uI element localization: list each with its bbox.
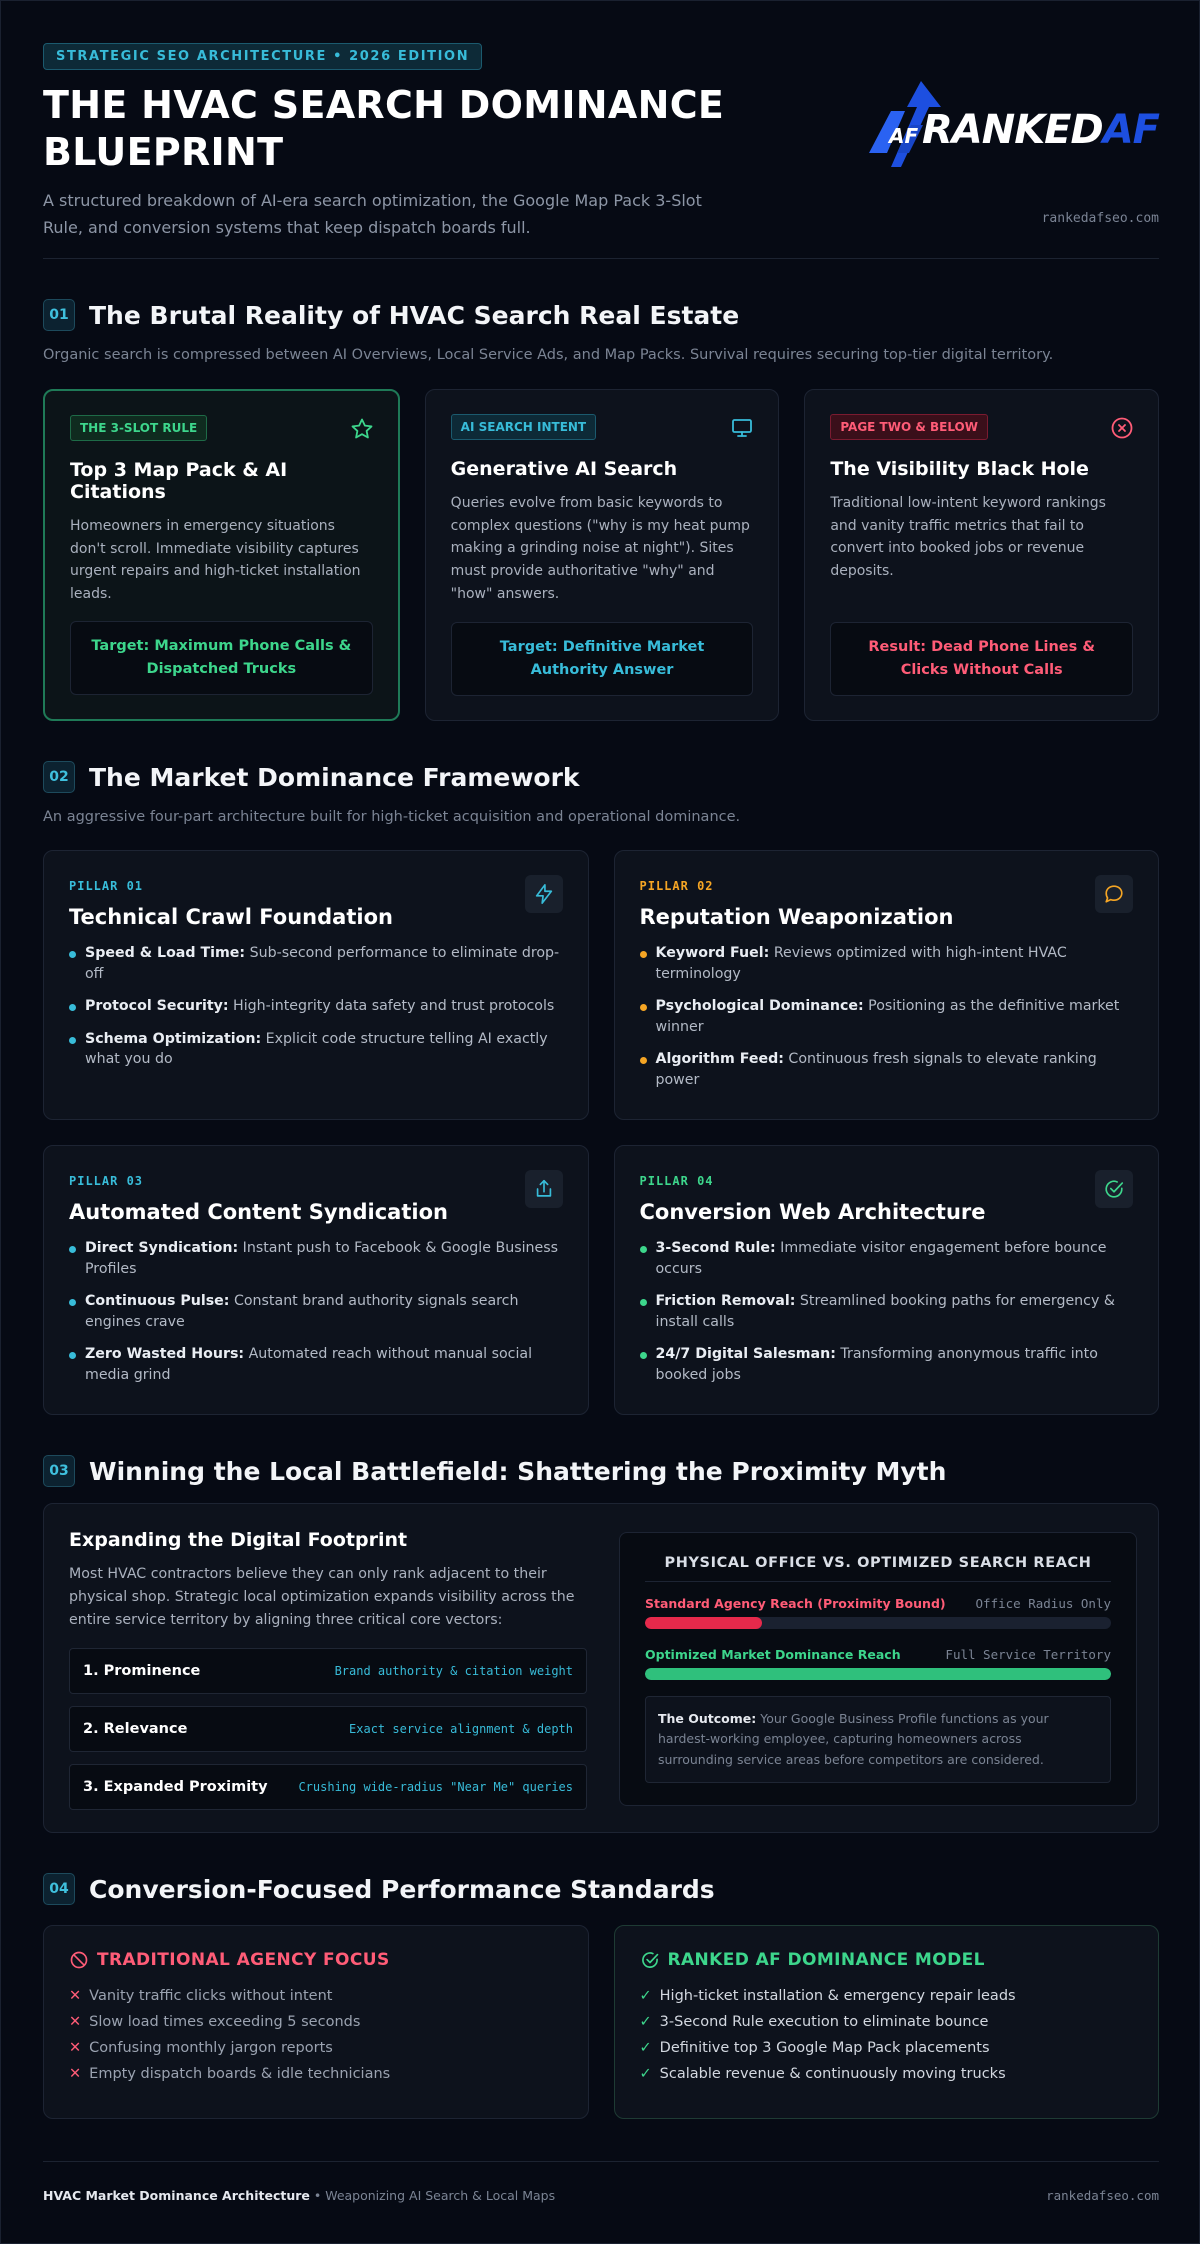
- section-framework: [43, 761, 1159, 1415]
- list-item: ✕ Empty dispatch boards & idle technicians: [69, 2066, 391, 2082]
- section-number: 04: [43, 1873, 75, 1905]
- pillar-title: Technical Crawl Foundation: [69, 905, 393, 929]
- footprint-title: Expanding the Digital Footprint: [69, 1529, 408, 1551]
- card-3-slot-rule: [43, 389, 400, 721]
- battlefield-panel: [43, 1503, 1159, 1833]
- pillar-title: Reputation Weaponization: [639, 905, 954, 929]
- monitor-icon: [730, 416, 754, 440]
- pillar-label: PILLAR 03: [69, 1174, 144, 1188]
- header: [43, 43, 1159, 259]
- traditional-agency-card: [43, 1925, 589, 2119]
- section-subtitle: An aggressive four-part architecture built for high-ticket acquisition and operational dominance.: [43, 809, 741, 825]
- section-number: 02: [43, 761, 75, 793]
- section-title: Conversion-Focused Performance Standards: [89, 1874, 715, 1904]
- vector-row: 3. Expanded Proximity Crushing wide-radius "Near Me" queries: [69, 1764, 587, 1810]
- page-subtitle: A structured breakdown of AI-era search optimization, the Google Map Pack 3-Slot Rule, and conversion systems that keep dispatch boards full.: [43, 191, 702, 237]
- ban-icon: [69, 1950, 89, 1970]
- bar-note: Full Service Territory: [945, 1647, 1111, 1662]
- pillar-label: PILLAR 02: [639, 879, 714, 893]
- pillar-label: PILLAR 01: [69, 879, 144, 893]
- reach-title: PHYSICAL OFFICE VS. OPTIMIZED SEARCH REACH: [645, 1555, 1111, 1582]
- card-tag: PAGE TWO & BELOW: [830, 414, 988, 440]
- list-item: ✓ Definitive top 3 Google Map Pack placements: [639, 2040, 990, 2056]
- list-item: ✓ 3-Second Rule execution to eliminate bounce: [639, 2014, 989, 2030]
- chat-bubble-icon: [1095, 875, 1133, 913]
- bar-note: Office Radius Only: [975, 1596, 1111, 1611]
- section-search-reality: [43, 299, 1159, 721]
- bar-label: Standard Agency Reach (Proximity Bound): [645, 1596, 946, 1611]
- card-target: Target: Maximum Phone Calls & Dispatched Trucks: [70, 621, 373, 695]
- pillar-card: [43, 850, 589, 1120]
- card-title: RANKED AF DOMINANCE MODEL: [667, 1950, 985, 1970]
- vector-row: 1. Prominence Brand authority & citation weight: [69, 1648, 587, 1694]
- logo-wordmark: [922, 107, 1159, 153]
- card-title: Top 3 Map Pack & AI Citations: [70, 459, 288, 503]
- list-item: ✕ Vanity traffic clicks without intent: [69, 1988, 333, 2004]
- reach-bar-standard: [645, 1617, 1111, 1629]
- pillar-title: Automated Content Syndication: [69, 1200, 448, 1224]
- check-circle-icon: [1095, 1170, 1133, 1208]
- list-item: 24/7 Digital Salesman: Transforming anonymous traffic into booked jobs: [640, 1344, 1134, 1385]
- logo-mark-text: AF: [889, 124, 919, 148]
- star-icon: [350, 417, 374, 441]
- section-number: 01: [43, 299, 75, 331]
- section-local-battlefield: [43, 1455, 1159, 1833]
- footprint-block: [69, 1529, 587, 1810]
- reach-fill: [645, 1668, 1111, 1680]
- section-number: 03: [43, 1455, 75, 1487]
- list-item: Protocol Security: High-integrity data safety and trust protocols: [69, 996, 563, 1017]
- x-circle-icon: [1110, 416, 1134, 440]
- list-item: ✕ Slow load times exceeding 5 seconds: [69, 2014, 361, 2030]
- list-item: Zero Wasted Hours: Automated reach without manual social media grind: [69, 1344, 563, 1385]
- list-item: Friction Removal: Streamlined booking paths for emergency & install calls: [640, 1291, 1134, 1332]
- list-item: Keyword Fuel: Reviews optimized with high-intent HVAC terminology: [640, 943, 1134, 984]
- pillar-label: PILLAR 04: [639, 1174, 714, 1188]
- ranked-af-logo: [859, 83, 1159, 226]
- header-url[interactable]: rankedafseo.com: [1041, 211, 1159, 226]
- pillar-card: [614, 850, 1160, 1120]
- reach-fill: [645, 1617, 762, 1629]
- list-item: 3-Second Rule: Immediate visitor engagement before bounce occurs: [640, 1238, 1134, 1279]
- card-body: Traditional low-intent keyword rankings and vanity traffic metrics that fail to convert into booked jobs or revenue deposits.: [830, 495, 1106, 580]
- bolt-icon: [525, 875, 563, 913]
- card-title: TRADITIONAL AGENCY FOCUS: [97, 1950, 390, 1970]
- edition-badge: STRATEGIC SEO ARCHITECTURE • 2026 EDITION: [43, 43, 482, 70]
- page-title: THE HVAC SEARCH DOMINANCE BLUEPRINT: [43, 83, 725, 175]
- card-body: Queries evolve from basic keywords to complex questions ("why is my heat pump making a grinding noise at night"). Sites must provide authoritative "why" and "how" answers.: [450, 495, 750, 602]
- ranked-af-card: [614, 1925, 1160, 2119]
- outcome-box: The Outcome: Your Google Business Profile functions as your hardest-working employee, capturing homeowners across surrounding service areas before competitors are considered.: [645, 1696, 1111, 1783]
- card-ai-search: [425, 389, 780, 721]
- list-item: Speed & Load Time: Sub-second performance to eliminate drop-off: [69, 943, 563, 984]
- pillar-card: [614, 1145, 1160, 1415]
- list-item: ✕ Confusing monthly jargon reports: [69, 2040, 333, 2056]
- card-title: The Visibility Black Hole: [830, 458, 1089, 480]
- section-title: The Brutal Reality of HVAC Search Real Estate: [89, 300, 740, 330]
- card-tag: THE 3-SLOT RULE: [70, 415, 207, 441]
- vector-row: 2. Relevance Exact service alignment & depth: [69, 1706, 587, 1752]
- card-black-hole: [804, 389, 1159, 721]
- footer: [43, 2161, 1159, 2203]
- list-item: Algorithm Feed: Continuous fresh signals to elevate ranking power: [640, 1049, 1134, 1090]
- list-item: Psychological Dominance: Positioning as the definitive market winner: [640, 996, 1134, 1037]
- card-target: Target: Definitive Market Authority Answer: [451, 622, 754, 696]
- footer-url[interactable]: rankedafseo.com: [1046, 2188, 1159, 2203]
- list-item: ✓ Scalable revenue & continuously moving trucks: [639, 2066, 1006, 2082]
- check-circle-icon: [640, 1950, 660, 1970]
- reach-comparison: [619, 1532, 1137, 1806]
- share-icon: [525, 1170, 563, 1208]
- list-item: Schema Optimization: Explicit code structure telling AI exactly what you do: [69, 1029, 563, 1070]
- logo-word-ranked: RANKED: [921, 107, 1103, 153]
- section-subtitle: Organic search is compressed between AI Overviews, Local Service Ads, and Map Packs. Survival requires securing top-tier digital territory.: [43, 347, 1054, 363]
- section-performance-standards: [43, 1873, 1159, 2119]
- section-title: Winning the Local Battlefield: Shattering the Proximity Myth: [89, 1456, 947, 1486]
- card-tag: AI SEARCH INTENT: [451, 414, 596, 440]
- logo-word-af: AF: [1102, 107, 1159, 153]
- footer-caption: HVAC Market Dominance Architecture • Weaponizing AI Search & Local Maps: [43, 2188, 556, 2203]
- list-item: Direct Syndication: Instant push to Facebook & Google Business Profiles: [69, 1238, 563, 1279]
- bar-label: Optimized Market Dominance Reach: [645, 1647, 901, 1662]
- card-body: Homeowners in emergency situations don't scroll. Immediate visibility captures urgent repairs and high-ticket installation leads.: [70, 518, 361, 603]
- card-result: Result: Dead Phone Lines & Clicks Without Calls: [830, 622, 1133, 696]
- list-item: Continuous Pulse: Constant brand authority signals search engines crave: [69, 1291, 563, 1332]
- pillar-card: [43, 1145, 589, 1415]
- list-item: ✓ High-ticket installation & emergency repair leads: [639, 1988, 1016, 2004]
- section-title: The Market Dominance Framework: [89, 762, 580, 792]
- reach-bar-optimized: [645, 1668, 1111, 1680]
- pillar-title: Conversion Web Architecture: [639, 1200, 986, 1224]
- footprint-body: Most HVAC contractors believe they can only rank adjacent to their physical shop. Strategic local optimization expands visibility across the entire service territory by aligning three critical core vectors:: [69, 1566, 575, 1628]
- card-title: Generative AI Search: [450, 458, 678, 480]
- page: [1, 1, 1200, 2244]
